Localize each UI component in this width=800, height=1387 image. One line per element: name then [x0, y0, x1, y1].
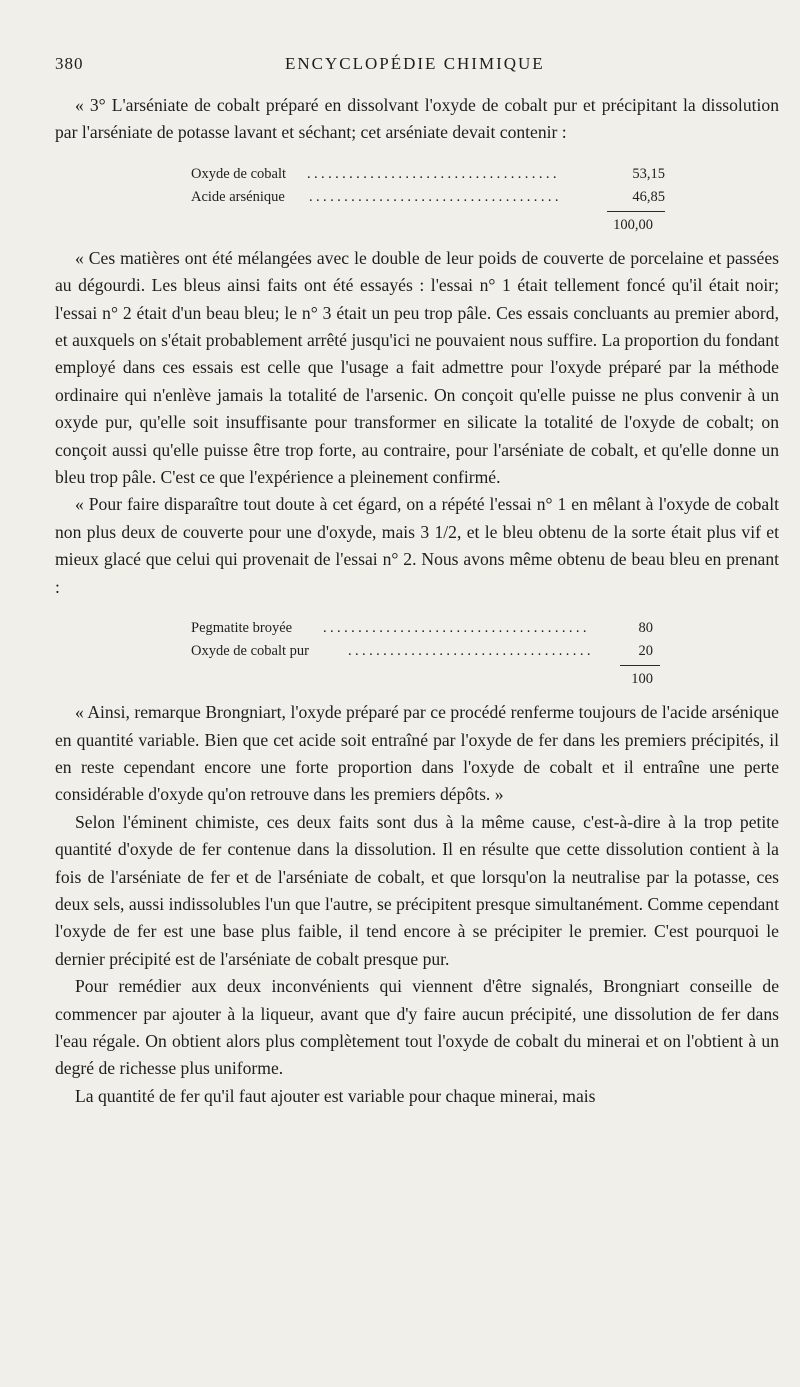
- paragraph-7: La quantité de fer qu'il faut ajouter est variable pour chaque minerai, mais: [75, 1085, 596, 1106]
- table-row-label: Acide arsénique: [191, 188, 285, 205]
- table-row: [55, 640, 779, 663]
- table-row-label: Pegmatite broyée: [191, 620, 293, 637]
- page-body: [55, 92, 779, 1110]
- table-row-label: Oxyde de cobalt pur: [191, 643, 309, 660]
- paragraph-4: « Ainsi, remarque Brongniart, l'oxyde préparé par ce procédé renferme toujours de l'acide arsénique en quantité variable. Bien que cet acide soit entraîné par l'oxyde de fer dans les premiers précipités, il en reste cependant encore une forte proportion dans l'oxyde de cobalt et il entraîne une perte considérable d'oxyde qu'on retrouve dans les premiers dépôts. »: [55, 702, 779, 805]
- sum-rule: [620, 665, 660, 666]
- table-row-value: 53,15: [632, 165, 665, 182]
- paragraph-5: Selon l'éminent chimiste, ces deux faits sont dus à la même cause, c'est-à-dire à la trop petite quantité d'oxyde de fer contenue dans la dissolution. Il en résulte que cette dissolution contient à la fois de l'arséniate de fer et de l'arséniate de cobalt, et que lorsqu'on la neutralise par la potasse, ces deux sels, aussi indissolubles l'un que l'autre, se précipitent presque simultanément. Comme cependant l'oxyde de fer est une base plus faible, il tend encore à se précipiter le premier. C'est pourquoi le dernier précipité est de l'arséniate de cobalt presque pur.: [55, 811, 779, 969]
- paragraph-1: « 3° L'arséniate de cobalt préparé en dissolvant l'oxyde de cobalt pur et précipitant la dissolution par l'arséniate de potasse lavant et séchant; cet arséniate devait contenir :: [55, 95, 779, 143]
- sum-rule: [607, 211, 665, 212]
- leader-dots: ...................................: [348, 643, 594, 660]
- composition-table-1: [55, 163, 779, 233]
- leader-dots: ......................................: [323, 620, 590, 637]
- paragraph-2: « Ces matières ont été mélangées avec le double de leur poids de couverte de porcelaine et passées au dégourdi. Les bleus ainsi faits ont été essayés : l'essai n° 1 était tellement foncé qu'il était noir; l'essai n° 2 était d'un beau bleu; le n° 3 était un peu trop pâle. Ces essais concluants au premier abord, et auxquels on s'était probablement arrêté jusqu'ici ne pouvaient nous suffire. La proportion du fondant employé dans ces essais est celle que l'usage a fait admettre pour l'oxyde préparé par la méthode ordinaire qui n'enlève jamais la totalité de l'arsenic. On conçoit qu'elle puisse ne plus convenir à un oxyde pur, qu'elle soit insuffisante pour transformer en silicate la totalité de l'oxyde de cobalt; on conçoit aussi qu'elle puisse être trop forte, au contraire, pour l'arséniate de cobalt, et qu'elle donne un bleu trop pâle. C'est ce que l'expérience a pleinement confirmé.: [55, 247, 779, 488]
- running-title: ENCYCLOPÉDIE CHIMIQUE: [285, 54, 545, 73]
- table-row: [55, 617, 779, 640]
- table-total: 100,00: [613, 216, 653, 233]
- paragraph-6: Pour remédier aux deux inconvénients qui viennent d'être signalés, Brongniart conseille de commencer par ajouter à la liqueur, avant que d'y faire aucun précipité, une dissolution de fer dans l'eau régale. On obtient alors plus complètement tout l'oxyde de cobalt du minerai et on l'obtient à un degré de richesse plus uniforme.: [55, 976, 779, 1079]
- page-number: 380: [55, 54, 84, 73]
- table-total-row: [55, 209, 779, 233]
- leader-dots: ....................................: [309, 188, 562, 205]
- composition-table-2: [55, 617, 779, 687]
- table-row-label: Oxyde de cobalt: [191, 165, 287, 182]
- table-row-value: 46,85: [632, 188, 665, 205]
- table-row: [55, 186, 779, 209]
- paragraph-3: « Pour faire disparaître tout doute à cet égard, on a répété l'essai n° 1 en mêlant à l'oxyde de cobalt non plus deux de couverte pour une d'oxyde, mais 3 1/2, et le bleu obtenu de la sorte était plus vif et mieux glacé que celui qui provenait de l'essai n° 2. Nous avons même obtenu de beau bleu en prenant :: [55, 494, 779, 597]
- table-row: [55, 163, 779, 186]
- page-header: [55, 54, 780, 78]
- table-row-value: 20: [638, 643, 653, 660]
- leader-dots: ....................................: [307, 165, 560, 182]
- table-total-row: [55, 663, 779, 687]
- table-row-value: 80: [638, 620, 653, 637]
- table-total: 100: [631, 671, 653, 688]
